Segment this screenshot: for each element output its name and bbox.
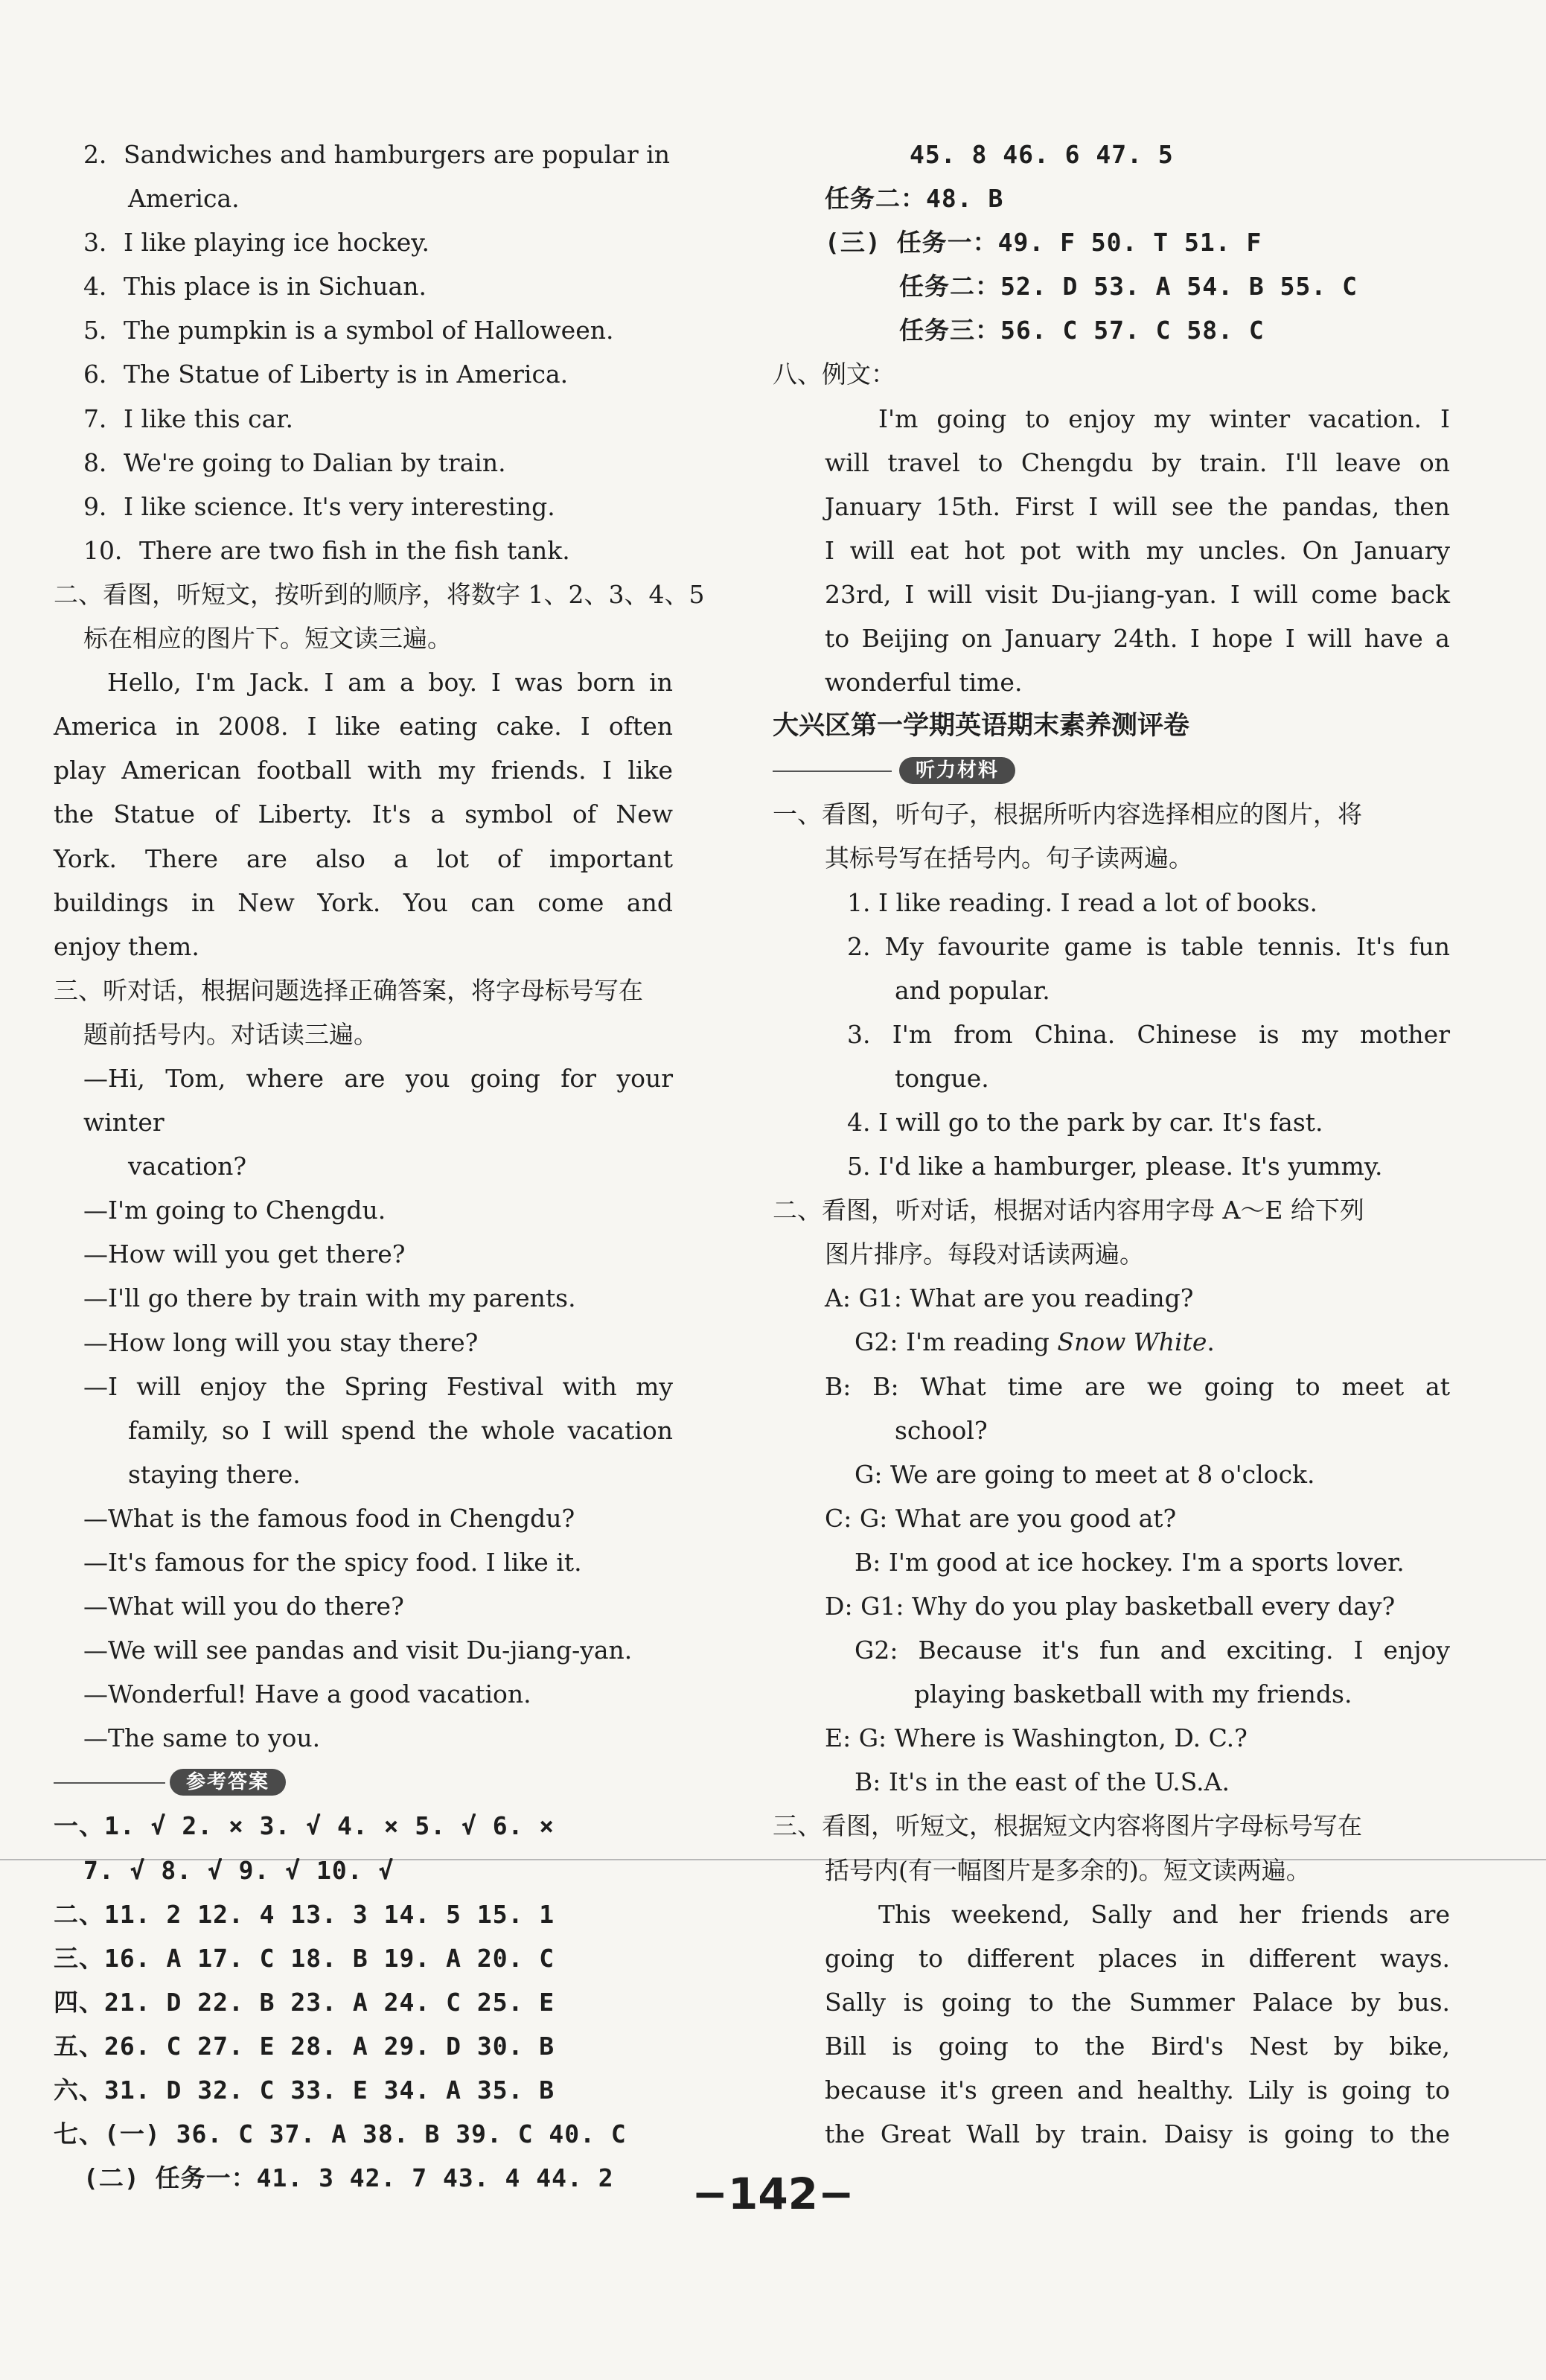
dialogue-line: G2: Because it's fun and exciting. I enjoy bbox=[855, 1636, 1450, 1665]
dialogue-line: —It's famous for the spicy food. I like it. bbox=[83, 1548, 582, 1577]
dialogue-line bbox=[825, 1320, 1450, 1364]
right-column bbox=[773, 133, 1450, 2156]
dialogue-line: E: G: Where is Washington, D. C.? bbox=[825, 1723, 1248, 1753]
dialogue-text: . bbox=[1207, 1327, 1215, 1357]
dialogue-line: —How long will you stay there? bbox=[83, 1327, 479, 1357]
dialogue-line: —I'll go there by train with my parents. bbox=[83, 1283, 576, 1313]
passage-line: buildings in New York. You can come and bbox=[54, 887, 673, 917]
essay-line: I'm going to enjoy my winter vacation. I bbox=[878, 403, 1450, 433]
answer-line: (二) 任务一：41. 3 42. 7 43. 4 44. 2 bbox=[83, 2163, 614, 2193]
answer-line: 六、31. D 32. C 33. E 34. A 35. B bbox=[54, 2076, 555, 2105]
essay-line: January 15th. First I will see the pandas, then bbox=[825, 491, 1450, 521]
dialogue-line: family, so I will spend the whole vacation bbox=[128, 1415, 673, 1445]
text-line: 8．We're going to Dalian by train. bbox=[83, 447, 506, 477]
text-line: 4. I will go to the park by car. It's fast. bbox=[847, 1107, 1323, 1137]
essay-line: to Beijing on January 24th. I hope I will have a bbox=[825, 624, 1450, 654]
text-line: America. bbox=[128, 184, 240, 214]
text-line: 1. I like reading. I read a lot of books. bbox=[847, 887, 1317, 917]
answer-line: (三) 任务一：49. F 50. T 51. F bbox=[825, 228, 1262, 258]
dialogue-line: staying there. bbox=[128, 1459, 301, 1489]
question-heading: 其标号写在括号内。句子读两遍。 bbox=[825, 843, 1193, 873]
essay-line: 23rd, I will visit Du-jiang-yan. I will come back bbox=[825, 579, 1450, 609]
question-heading: 题前括号内。对话读三遍。 bbox=[83, 1019, 378, 1049]
answer-line: 四、21. D 22. B 23. A 24. C 25. E bbox=[54, 1987, 555, 2017]
dialogue-line: school? bbox=[895, 1415, 988, 1445]
answer-line: 7. √ 8. √ 9. √ 10. √ bbox=[83, 1855, 395, 1885]
dialogue-line: playing basketball with my friends. bbox=[914, 1679, 1352, 1709]
question-heading: 标在相应的图片下。短文读三遍。 bbox=[83, 624, 452, 654]
text-line: 4．This place is in Sichuan. bbox=[83, 272, 427, 302]
passage-line: Sally is going to the Summer Palace by bus. bbox=[825, 1987, 1450, 2017]
text-line: 5．The pumpkin is a symbol of Halloween. bbox=[83, 316, 614, 345]
dialogue-line: —I'm going to Chengdu. bbox=[83, 1196, 386, 1225]
text-line: tongue. bbox=[895, 1063, 989, 1093]
answer-line: 一、1. √ 2. × 3. √ 4. × 5. √ 6. × bbox=[54, 1811, 555, 1841]
question-heading: 二、看图，听短文，按听到的顺序，将数字 1、2、3、4、5 bbox=[54, 579, 705, 609]
divider-rule bbox=[773, 771, 892, 772]
text-line: and popular. bbox=[895, 975, 1050, 1005]
question-heading: 八、例文： bbox=[773, 360, 895, 389]
answer-line: 五、26. C 27. E 28. A 29. D 30. B bbox=[54, 2031, 555, 2061]
dialogue-line: —How will you get there? bbox=[83, 1240, 406, 1269]
text-line: 5. I'd like a hamburger, please. It's yummy. bbox=[847, 1152, 1383, 1181]
dialogue-line: —Wonderful! Have a good vacation. bbox=[83, 1679, 531, 1709]
text-line: 3．I like playing ice hockey. bbox=[83, 228, 429, 258]
answer-line: 任务三：56. C 57. C 58. C bbox=[899, 316, 1265, 345]
passage-line: the Statue of Liberty. It's a symbol of New bbox=[54, 800, 673, 829]
question-heading: 括号内(有一幅图片是多余的)。短文读两遍。 bbox=[825, 1855, 1311, 1885]
divider-rule bbox=[54, 1782, 165, 1784]
text-line: 9．I like science. It's very interesting. bbox=[83, 491, 555, 521]
essay-line: will travel to Chengdu by train. I'll leave on bbox=[825, 447, 1450, 477]
passage-line: York. There are also a lot of important bbox=[54, 843, 673, 873]
answer-line: 任务二：52. D 53. A 54. B 55. C bbox=[899, 272, 1358, 302]
dialogue-text: G2: I'm reading bbox=[855, 1327, 1058, 1357]
essay-line: wonderful time. bbox=[825, 668, 1023, 698]
dialogue-line: —The same to you. bbox=[83, 1723, 321, 1753]
essay-line: I will eat hot pot with my uncles. On January bbox=[825, 535, 1450, 565]
answer-key-divider bbox=[54, 1760, 673, 1804]
text-line: 6．The Statue of Liberty is in America. bbox=[83, 360, 569, 389]
page-number: −142− bbox=[691, 2169, 855, 2219]
dialogue-line: —Hi, Tom, where are you going for your winter bbox=[83, 1063, 673, 1138]
passage-line: play American football with my friends. I like bbox=[54, 756, 673, 785]
dialogue-line: A: G1: What are you reading? bbox=[825, 1283, 1194, 1313]
text-line: 3. I'm from China. Chinese is my mother bbox=[847, 1019, 1450, 1049]
question-heading: 一、看图，听句子，根据所听内容选择相应的图片，将 bbox=[773, 800, 1362, 829]
answer-key-badge: 参考答案 bbox=[170, 1769, 286, 1796]
answer-line: 45. 8 46. 6 47. 5 bbox=[910, 140, 1174, 169]
passage-line: Bill is going to the Bird's Nest by bike, bbox=[825, 2031, 1450, 2061]
dialogue-line: —What will you do there? bbox=[83, 1592, 404, 1621]
passage-line: Hello, I'm Jack. I am a boy. I was born in bbox=[107, 668, 673, 698]
left-column bbox=[54, 133, 705, 2200]
listening-material-divider bbox=[773, 748, 1450, 792]
dialogue-line: —What is the famous food in Chengdu? bbox=[83, 1503, 575, 1533]
text-line: 10．There are two fish in the fish tank. bbox=[83, 535, 570, 565]
dialogue-line: G: We are going to meet at 8 o'clock. bbox=[855, 1459, 1315, 1489]
passage-line: the Great Wall by train. Daisy is going to the bbox=[825, 2119, 1450, 2149]
book-title: Snow White bbox=[1057, 1327, 1207, 1357]
passage-line: enjoy them. bbox=[54, 931, 199, 961]
question-heading: 三、听对话，根据问题选择正确答案，将字母标号写在 bbox=[54, 975, 643, 1005]
answer-line: 三、16. A 17. C 18. B 19. A 20. C bbox=[54, 1943, 555, 1973]
dialogue-line: D: G1: Why do you play basketball every day? bbox=[825, 1592, 1396, 1621]
passage-line: going to different places in different ways. bbox=[825, 1943, 1450, 1973]
section-title: 大兴区第一学期英语期末素养测评卷 bbox=[773, 711, 1190, 741]
listening-material-badge: 听力材料 bbox=[899, 757, 1015, 784]
text-line: 2. My favourite game is table tennis. It's fun bbox=[847, 931, 1450, 961]
answer-line: 二、11. 2 12. 4 13. 3 14. 5 15. 1 bbox=[54, 1899, 555, 1929]
question-heading: 图片排序。每段对话读两遍。 bbox=[825, 1240, 1144, 1269]
dialogue-line: B: It's in the east of the U.S.A. bbox=[855, 1767, 1230, 1797]
question-heading: 二、看图，听对话，根据对话内容用字母 A～E 给下列 bbox=[773, 1196, 1364, 1225]
dialogue-line: B: B: What time are we going to meet at bbox=[825, 1371, 1450, 1401]
passage-line: because it's green and healthy. Lily is going to bbox=[825, 2076, 1450, 2105]
answer-line: 七、(一) 36. C 37. A 38. B 39. C 40. C bbox=[54, 2119, 627, 2149]
dialogue-line: —We will see pandas and visit Du-jiang-yan. bbox=[83, 1636, 633, 1665]
text-line: 7．I like this car. bbox=[83, 403, 293, 433]
passage-line: This weekend, Sally and her friends are bbox=[878, 1899, 1450, 1929]
dialogue-line: B: I'm good at ice hockey. I'm a sports lover. bbox=[855, 1547, 1405, 1577]
question-heading: 三、看图，听短文，根据短文内容将图片字母标号写在 bbox=[773, 1811, 1362, 1841]
dialogue-line: —I will enjoy the Spring Festival with my bbox=[83, 1371, 673, 1401]
passage-line: America in 2008. I like eating cake. I often bbox=[54, 712, 673, 741]
text-line: 2．Sandwiches and hamburgers are popular in bbox=[83, 140, 671, 169]
dialogue-line: C: G: What are you good at? bbox=[825, 1503, 1177, 1533]
dialogue-line: vacation? bbox=[128, 1152, 247, 1181]
answer-line: 任务二：48. B bbox=[825, 184, 1004, 214]
